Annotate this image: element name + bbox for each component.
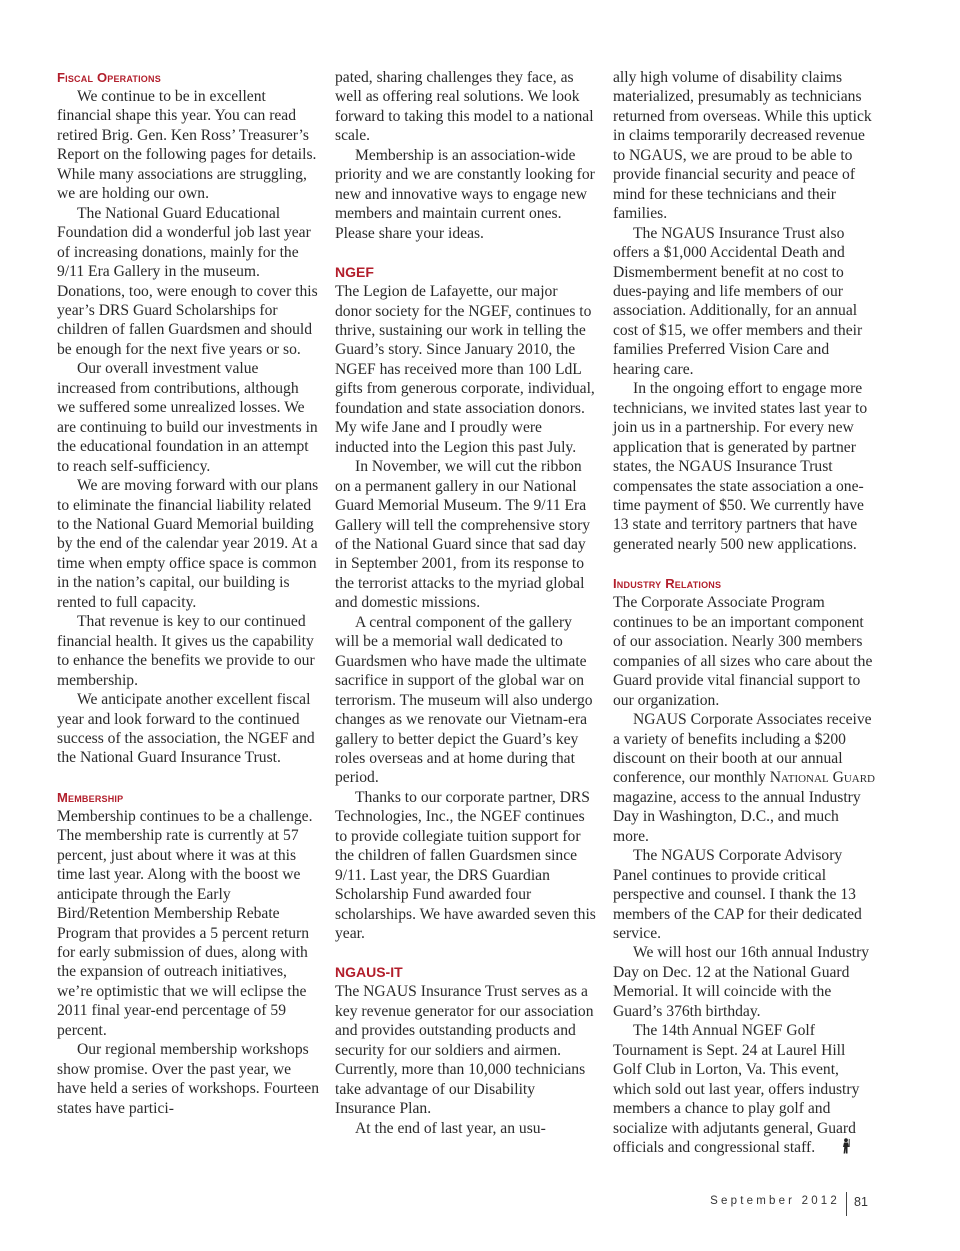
body-paragraph: The Corporate Associate Program continues to be an important component of our association. Nearly 300 members companies of all sizes who care about the Guard provide vital financial support to our organization. [613, 594, 873, 709]
body-paragraph: At the end of last year, an usu- [355, 1119, 546, 1137]
ngaus-it-heading: NGAUS-IT [335, 964, 403, 981]
body-paragraph: pated, sharing challenges they face, as well as offering real solutions. We look forward to taking this model to a national scale. [335, 69, 594, 145]
body-paragraph: That revenue is key to our continued financial health. It gives us the capability to enhance the benefits we provide to our membership. [57, 613, 315, 689]
body-paragraph: A central component of the gallery will be a memorial wall dedicated to Guardsmen who have made the ultimate sacrifice in support of the global war on terrorism. The museum will also undergo changes as we renovate our Vietnam-era gallery to better depict the Guard’s key roles overseas and at home during that period. [335, 613, 593, 787]
body-paragraph: We are moving forward with our plans to eliminate the financial liability related to the National Guard Memorial building by the end of the calendar year 2019. At a time when empty office space is common in the nation’s capital, our building is rented to full capacity. [57, 477, 319, 611]
ngef-heading: NGEF [335, 264, 374, 281]
body-paragraph: Membership is an association-wide priority and we are constantly looking for new and innovative ways to engage new members and maintain current ones. Please share your ideas. [335, 146, 595, 242]
page-number: 81 [854, 1195, 868, 1209]
body-paragraph: We anticipate another excellent fiscal year and look forward to the continued success of the association, the NGEF and the National Guard Insurance Trust. [57, 691, 315, 767]
body-paragraph: We will host our 16th annual Industry Day on Dec. 12 at the National Guard Memorial. It will coincide with the Guard’s 376th birthday. [613, 944, 870, 1020]
body-paragraph: Our regional membership workshops show promise. Over the past year, we have held a series of workshops. Fourteen states have partici- [57, 1041, 319, 1117]
paragraph-text: magazine, access to the annual Industry Day in Washington, D.C., and much more. [613, 788, 861, 845]
footer-divider [846, 1192, 847, 1216]
magazine-title: National Guard [769, 769, 875, 787]
column-2 [335, 68, 597, 1138]
membership-heading: Membership [57, 789, 124, 805]
fiscal-operations-heading: Fiscal Operations [57, 70, 161, 85]
body-paragraph: Membership continues to be a challenge. The membership rate is currently at 57 percent, just about where it was at this time last year. Along with the boost we anticipate through the Early Bird/Retention Membership Rebate Program that provides a 5 percent return for early submission of dues, along with the expansion of outreach initiatives, we’re optimistic that we will eclipse the 2011 final year-end percentage of 59 percent. [57, 807, 313, 1039]
paragraph-text: NGAUS Corporate Associates receive a variety of benefits including a $200 discount on their booth at our annual conference, our monthly [613, 711, 872, 787]
body-paragraph: In the ongoing effort to engage more technicians, we invited states last year to join us in a partnership. For every new application that is generated by partner states, the NGAUS Insurance Trust compensates the state association a one-time payment of $50. We currently have 13 state and territory partners that have generated nearly 500 new applications. [613, 380, 868, 553]
paragraph-text: The 14th Annual NGEF Golf Tournament is Sept. 24 at Laurel Hill Golf Club in Lorton, Va. This event, which sold out last year, offers industry members a chance to play golf and socialize with adjutants general, Guard officials and congressional staff. [613, 1022, 860, 1157]
column-1 [57, 68, 319, 1118]
body-paragraph: The NGAUS Corporate Advisory Panel continues to provide critical perspective and counsel. I thank the 13 members of the CAP for their dedicated service. [613, 847, 862, 943]
minuteman-end-icon [821, 1138, 851, 1159]
body-paragraph: Our overall investment value increased from contributions, although we suffered some unrealized losses. We are continuing to build our investments in the educational foundation in an attempt to reach self-sufficiency. [57, 360, 318, 475]
body-paragraph: We continue to be in excellent financial shape this year. You can read retired Brig. Gen. Ken Ross’ Treasurer’s Report on the following pages for details. While many associations are struggling, we are holding our own. [57, 88, 317, 203]
body-paragraph [613, 1021, 875, 1159]
column-3 [613, 68, 875, 1159]
body-paragraph: The NGAUS Insurance Trust also offers a $1,000 Accidental Death and Dismemberment benefit at no cost to dues-paying and life members of our association. Additionally, for an annual cost of $15, we offer members and their families Preferred Vision Care and hearing care. [613, 224, 863, 378]
industry-relations-heading: Industry Relations [613, 576, 722, 592]
body-paragraph: The National Guard Educational Foundation did a wonderful job last year of increasing donations, mainly for the 9/11 Era Gallery in the museum. Donations, too, were enough to cover this year’s DRS Guard Scholarships for children of fallen Guardsmen and should be enough for the next five years or so. [57, 204, 318, 358]
body-paragraph: In November, we will cut the ribbon on a permanent gallery in our National Guard Memorial Museum. The 9/11 Era Gallery will tell the comprehensive story of the National Guard since that sad day in September 2001, from its response to the terrorist attacks to the myriad global and domestic missions. [335, 458, 591, 612]
page-footer [690, 1192, 910, 1216]
issue-date: September 2012 [710, 1195, 840, 1207]
body-paragraph: ally high volume of disability claims materialized, presumably as technicians returned from overseas. While this uptick in claims temporarily decreased revenue to NGAUS, we are proud to be able to provide financial security and peace of mind for these technicians and their families. [613, 69, 872, 223]
body-paragraph: The Legion de Lafayette, our major donor society for the NGEF, continues to thrive, sustaining our work in telling the Guard’s story. Since January 2010, the NGEF has received more than 100 LdL gifts from generous corporate, individual, foundation and state association donors. My wife Jane and I proudly were inducted into the Legion this past July. [335, 283, 595, 456]
body-paragraph: Thanks to our corporate partner, DRS Technologies, Inc., the NGEF continues to provide collegiate tuition support for the children of fallen Guardsmen since 9/11. Last year, the DRS Guardian Scholarship Fund awarded four scholarships. We have awarded seven this year. [335, 788, 596, 943]
body-paragraph: The NGAUS Insurance Trust serves as a key revenue generator for our association and provides outstanding products and security for our soldiers and airmen. Currently, more than 10,000 technicians take advantage of our Disability Insurance Plan. [335, 983, 594, 1118]
body-paragraph [613, 710, 875, 846]
